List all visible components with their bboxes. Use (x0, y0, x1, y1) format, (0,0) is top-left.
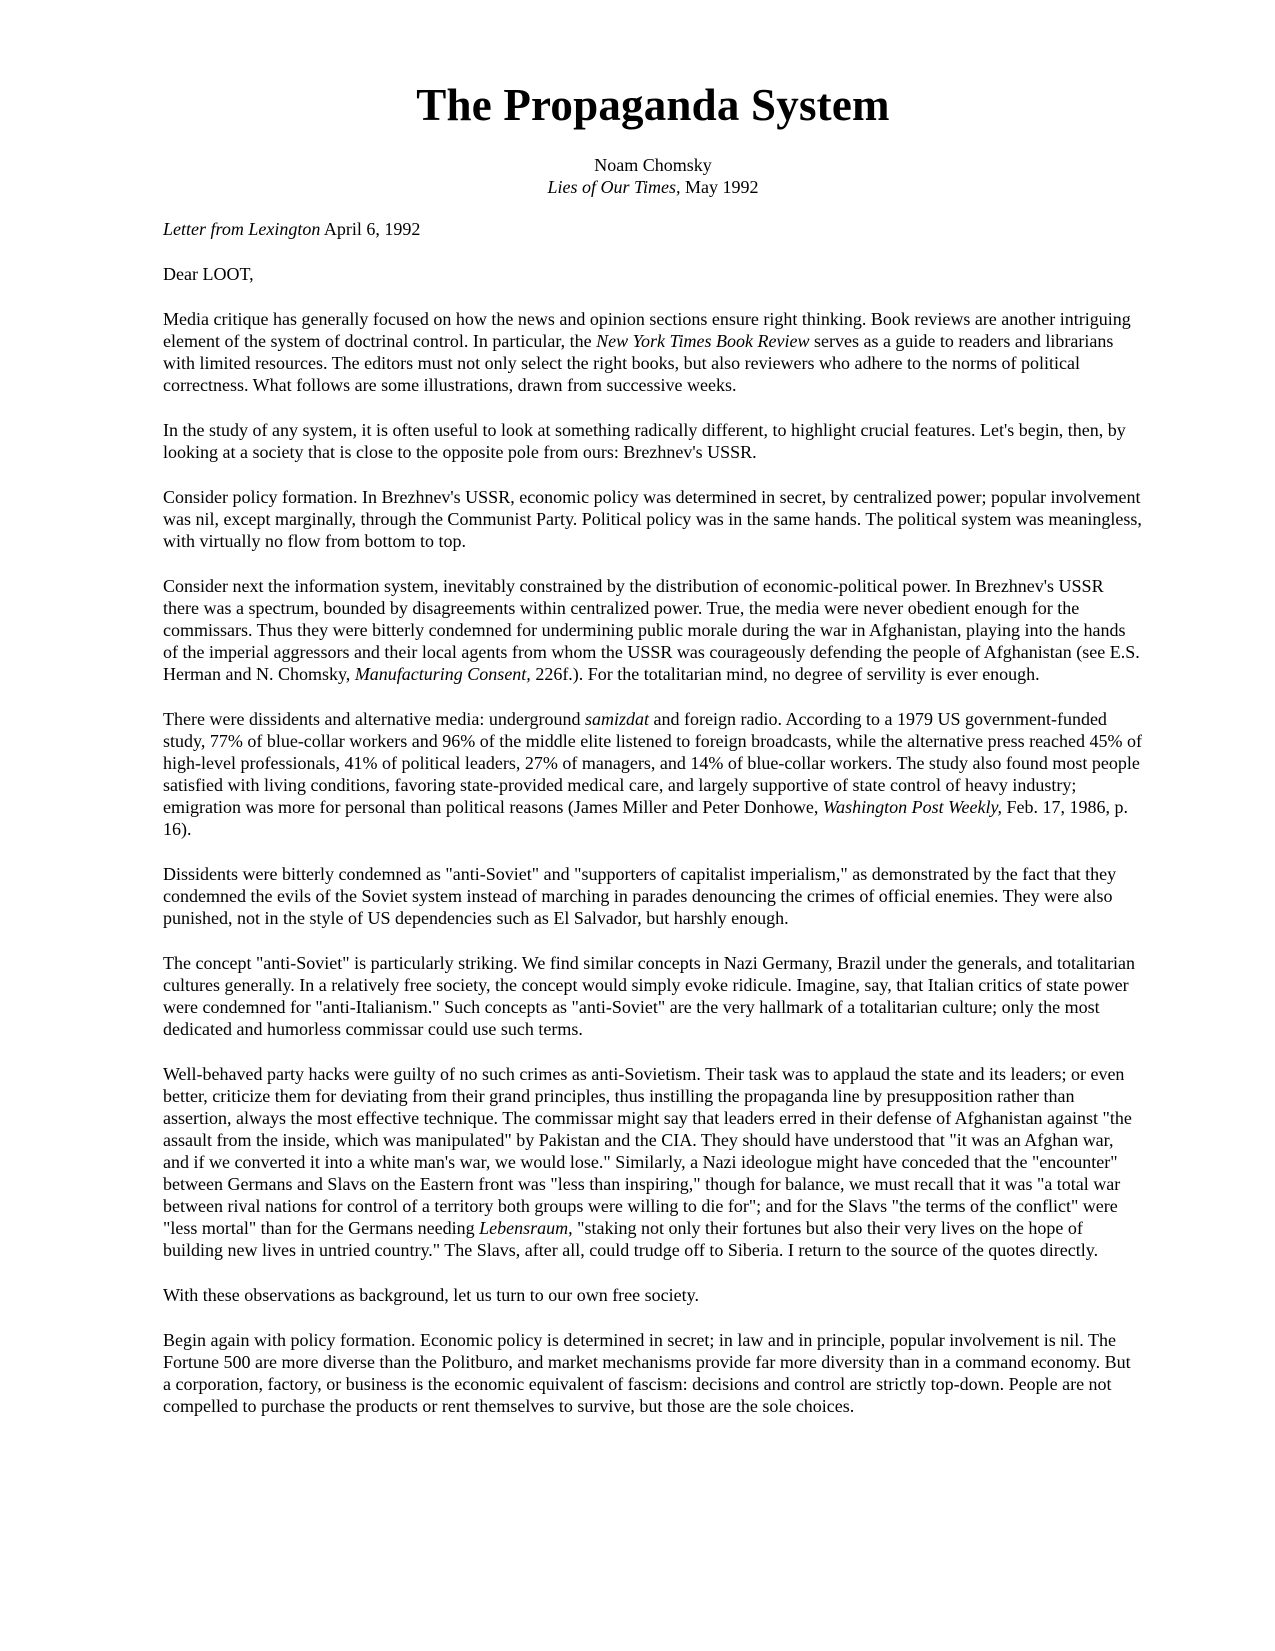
document-title: The Propaganda System (416, 80, 890, 130)
letter-date: April 6, 1992 (323, 219, 421, 239)
paragraph-8-text-a: Well-behaved party hacks were guilty of no such crimes as anti-Sovietism. Their task was to applaud the state and its leaders; or even better, criticize them for deviating from their grand principles, thus instilling the propaganda line by presupposition rather than assertion, always the most effective technique. The commissar might say that leaders erred in their defense of Afghanistan against "the assault from the inside, which was manipulated" by Pakistan and the CIA. They should have understood that "it was an Afghan war, and if we converted it into a white man's war, we would lose." Similarly, a Nazi ideologue might have conceded that the "encounter" between Germans and Slavs on the Eastern front was "less than inspiring," though for balance, we must recall that it was "a total war between rival nations for control of a territory both groups were willing to die for"; and for the Slavs "the terms of the conflict" were "less mortal" than for the Germans needing (163, 1064, 1132, 1238)
paragraph-10: Begin again with policy formation. Economic policy is determined in secret; in law and in principle, popular involvement is nil. The Fortune 500 are more diverse than the Politburo, and market mechanisms provide far more diversity than in a command economy. But a corporation, factory, or business is the economic equivalent of fascism: decisions and control are strictly top-down. People are not compelled to purchase the products or rent themselves to survive, but those are the sole choices. (163, 1330, 1131, 1416)
paragraph-5-text-e: Feb. 17, 1986, p. 16). (163, 797, 1128, 839)
paragraph-8-text-c: "staking not only their fortunes but also their very lives on the hope of building new lives in untried country." The Slavs, after all, could trudge off to Siberia. I return to the source of the quotes directly. (163, 1218, 1099, 1260)
paragraph-1-italic-title: New York Times Book Review (596, 331, 810, 351)
document-page (163, 78, 1143, 1440)
paragraph-6: Dissidents were bitterly condemned as "anti-Soviet" and "supporters of capitalist imperialism," as demonstrated by the fact that they condemned the evils of the Soviet system instead of marching in parades denouncing the crimes of official enemies. They were also punished, not in the style of US dependencies such as El Salvador, but harshly enough. (163, 864, 1117, 928)
paragraph-1 (163, 308, 1143, 396)
paragraph-5-text-a: There were dissidents and alternative media: underground (163, 709, 586, 729)
publication-date: May 1992 (685, 177, 759, 197)
byline (163, 154, 1143, 198)
paragraph-8 (163, 1063, 1143, 1261)
paragraph-2: In the study of any system, it is often useful to look at something radically different, to highlight crucial features. Let's begin, then, by looking at a society that is close to the opposite pole from ours: Brezhnev's USSR. (163, 420, 1126, 462)
author-name: Noam Chomsky (594, 155, 712, 175)
paragraph-5-italic-title: Washington Post Weekly, (822, 797, 1002, 817)
paragraph-8-italic-term: Lebensraum, (479, 1218, 573, 1238)
paragraph-9: With these observations as background, let us turn to our own free society. (163, 1285, 699, 1305)
letter-column: Letter from Lexington (163, 219, 321, 239)
paragraph-1-text-c: serves as a guide to readers and librarians with limited resources. The editors must not only select the right books, but also reviewers who adhere to the norms of political correctness. What follows are some illustrations, drawn from successive weeks. (163, 331, 1114, 395)
publication-name: Lies of Our Times, (547, 177, 681, 197)
publication-line (163, 176, 1143, 198)
paragraph-5 (163, 708, 1143, 840)
paragraph-5-italic-term: samizdat (585, 709, 650, 729)
paragraph-4-italic-title: Manufacturing Consent, (354, 664, 531, 684)
paragraph-4-text-c: 226f.). For the totalitarian mind, no degree of servility is ever enough. (530, 664, 1040, 684)
paragraph-4 (163, 575, 1143, 685)
paragraph-1-text-a: Media critique has generally focused on how the news and opinion sections ensure right thinking. Book reviews are another intriguing element of the system of doctrinal control. In particular, the (163, 309, 1131, 351)
paragraph-5-text-c: and foreign radio. According to a 1979 US government-funded study, 77% of blue-collar workers and 96% of the middle elite listened to foreign broadcasts, while the alternative press reached 45% of high-level professionals, 41% of political leaders, 27% of managers, and 14% of blue-collar workers. The study also found most people satisfied with living conditions, favoring state-provided medical care, and largely supportive of state control of heavy industry; emigration was more for personal than political reasons (James Miller and Peter Donhowe, (163, 709, 1143, 817)
paragraph-4-text-a: Consider next the information system, inevitably constrained by the distribution of economic-political power. In Brezhnev's USSR there was a spectrum, bounded by disagreements within centralized power. True, the media were never obedient enough for the commissars. Thus they were bitterly condemned for undermining public morale during the war in Afghanistan, playing into the hands of the imperial aggressors and their local agents from whom the USSR was courageously defending the people of Afghanistan (see E.S. Herman and N. Chomsky, (163, 576, 1140, 684)
letter-heading (163, 218, 1143, 240)
paragraph-7: The concept "anti-Soviet" is particularly striking. We find similar concepts in Nazi Germany, Brazil under the generals, and totalitarian cultures generally. In a relatively free society, the concept would simply evoke ridicule. Imagine, say, that Italian critics of state power were condemned for "anti-Italianism." Such concepts as "anti-Soviet" are the very hallmark of a totalitarian culture; only the most dedicated and humorless commissar could use such terms. (163, 953, 1135, 1039)
paragraph-3: Consider policy formation. In Brezhnev's USSR, economic policy was determined in secret, by centralized power; popular involvement was nil, except marginally, through the Communist Party. Political policy was in the same hands. The political system was meaningless, with virtually no flow from bottom to top. (163, 487, 1142, 551)
salutation: Dear LOOT, (163, 264, 254, 284)
